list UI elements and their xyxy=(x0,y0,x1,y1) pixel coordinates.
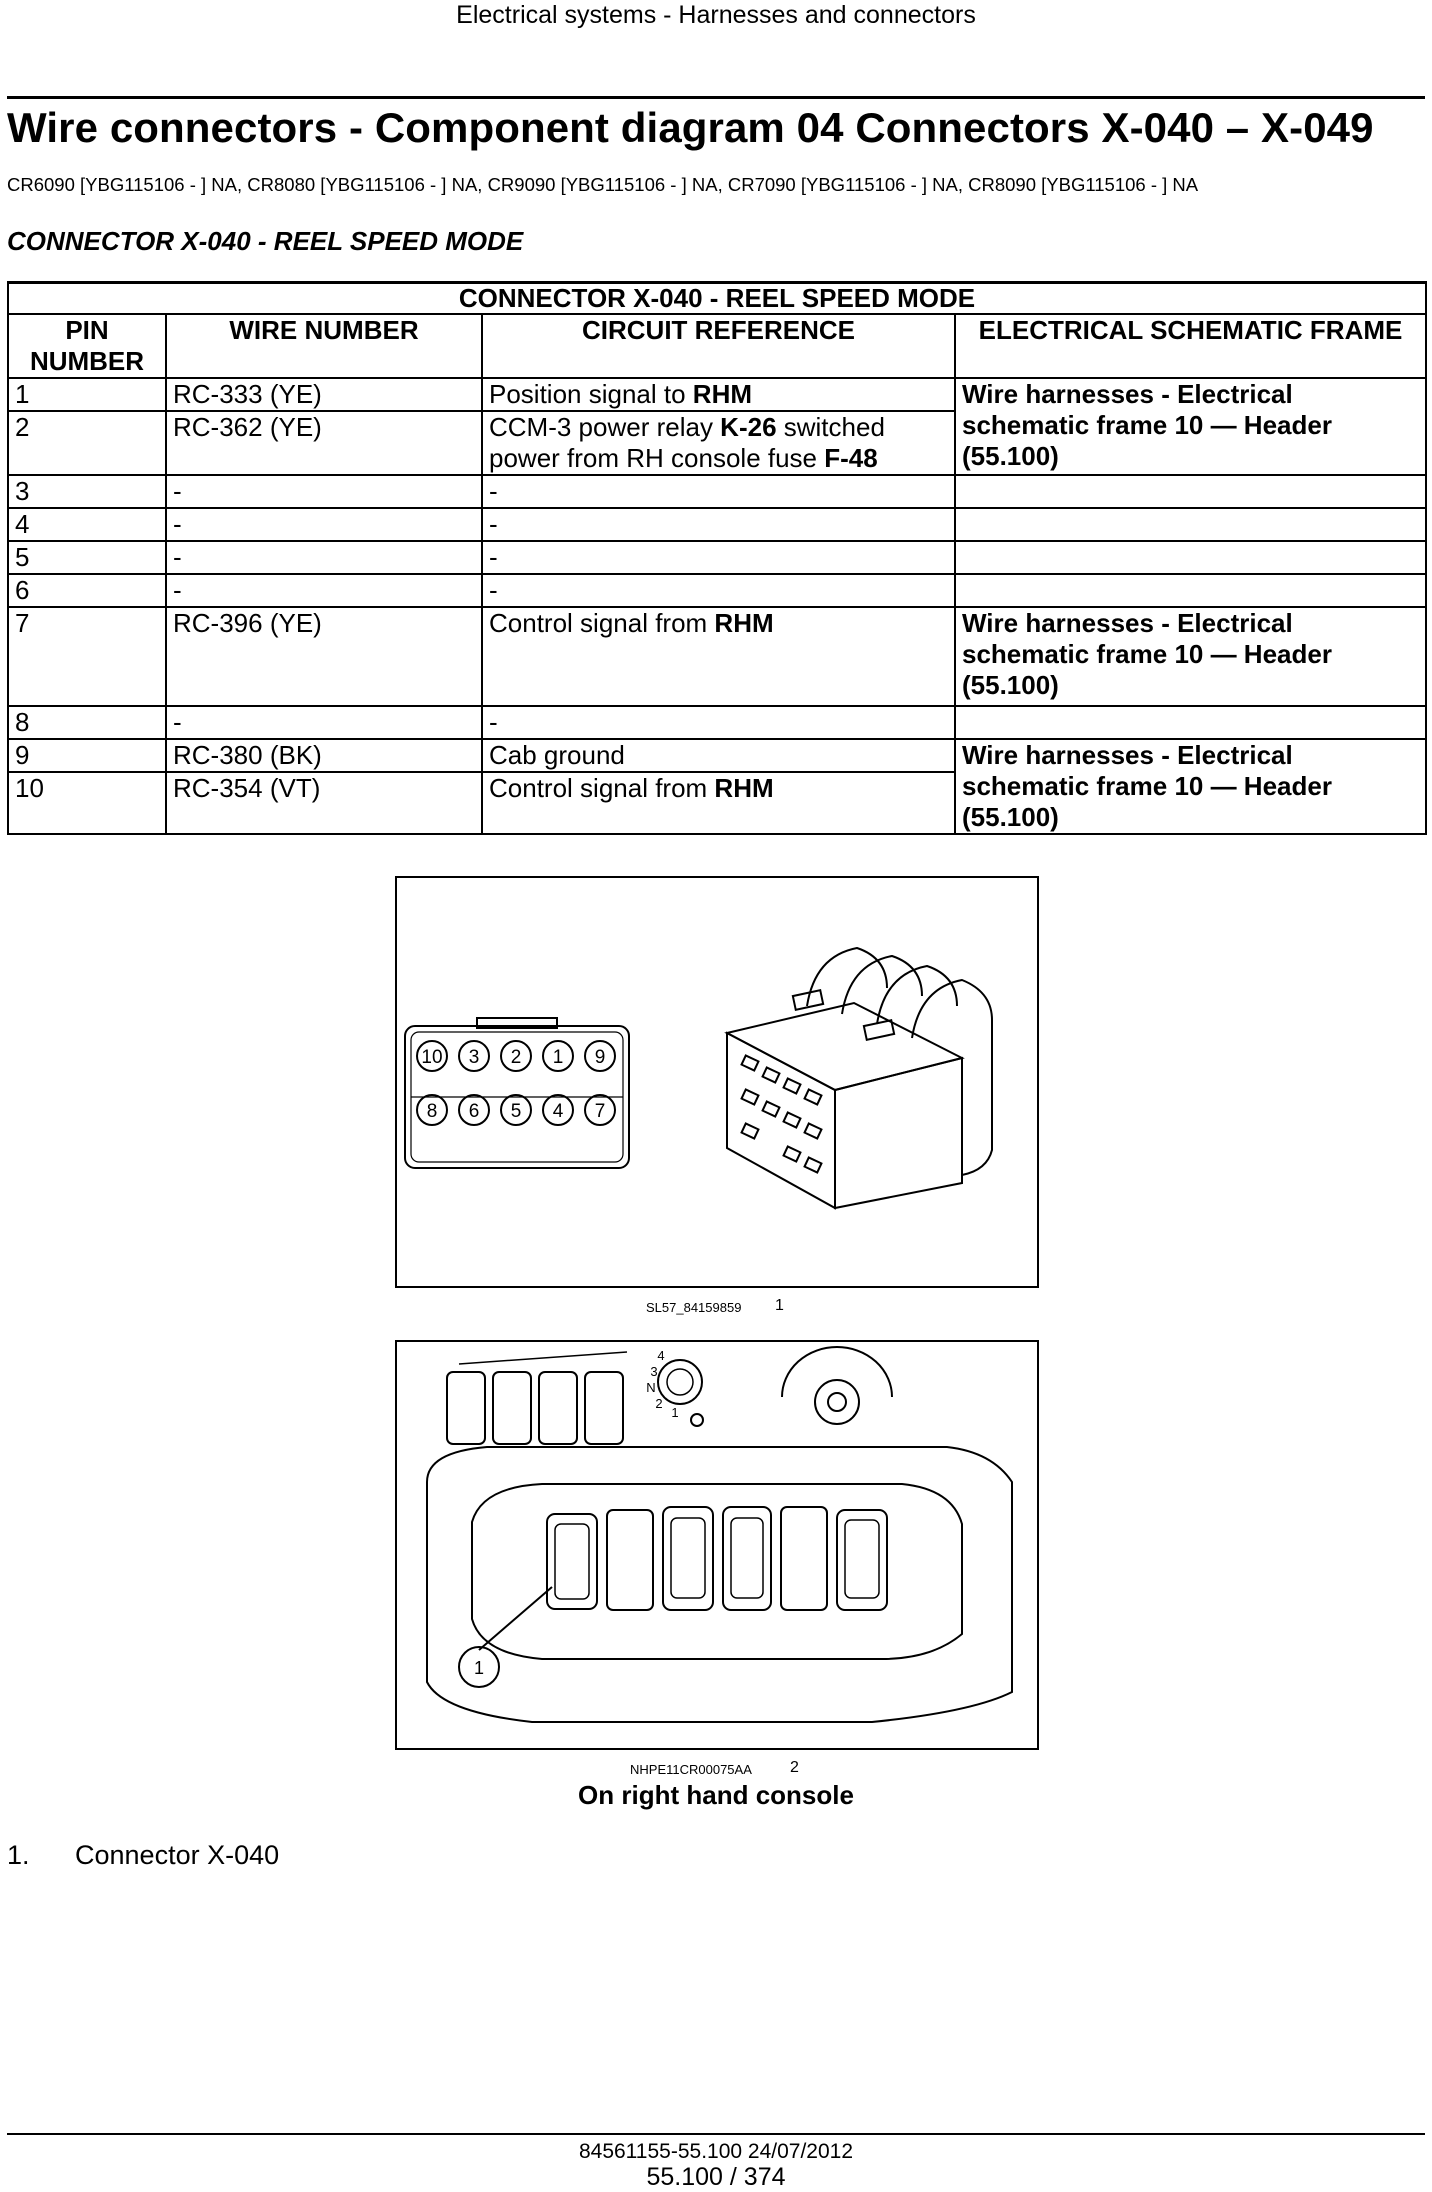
pin-label: 9 xyxy=(594,1047,606,1068)
col-header-wire: WIRE NUMBER xyxy=(166,314,482,378)
table-caption: CONNECTOR X-040 - REEL SPEED MODE xyxy=(8,283,1426,315)
table-row xyxy=(8,475,1426,508)
circuit-cell: - xyxy=(482,574,955,607)
pin-cell: 9 xyxy=(8,739,166,772)
wire-cell: - xyxy=(166,706,482,739)
col-header-circuit: CIRCUIT REFERENCE xyxy=(482,314,955,378)
dial-label: 3 xyxy=(650,1364,658,1379)
frame-cell: Wire harnesses - Electrical schematic frame 10 — Header (55.100) xyxy=(955,739,1426,834)
legend xyxy=(7,1840,279,1871)
page-number: 55.100 / 374 xyxy=(646,2163,786,2191)
legend-text: Connector X-040 xyxy=(75,1840,280,1870)
connector-table xyxy=(7,281,1427,835)
running-header: Electrical systems - Harnesses and connectors xyxy=(456,1,976,29)
table-row xyxy=(8,739,1426,772)
circuit-cell: Cab ground xyxy=(482,739,955,772)
pin-cell: 1 xyxy=(8,378,166,411)
footer-doc-reference: 84561155-55.100 24/07/2012 xyxy=(578,2140,854,2163)
connector-figure xyxy=(395,876,1039,1288)
circuit-cell: - xyxy=(482,706,955,739)
circuit-cell: Control signal from RHM xyxy=(482,772,955,834)
figure-1-reference: SL57_84159859 xyxy=(646,1300,742,1315)
dial-label: 4 xyxy=(657,1348,665,1363)
pin-label: 7 xyxy=(594,1101,606,1122)
frame-cell xyxy=(955,706,1426,739)
table-row xyxy=(8,508,1426,541)
table-row xyxy=(8,378,1426,411)
col-header-pin: PIN NUMBER xyxy=(8,314,166,378)
frame-cell xyxy=(955,508,1426,541)
wire-cell: - xyxy=(166,508,482,541)
table-row xyxy=(8,607,1426,706)
circuit-cell: Position signal to RHM xyxy=(482,378,955,411)
circuit-cell: - xyxy=(482,508,955,541)
wire-cell: RC-396 (YE) xyxy=(166,607,482,706)
figure-caption: On right hand console xyxy=(578,1780,854,1810)
console-drawing xyxy=(397,1342,1037,1748)
connector-drawing xyxy=(397,878,1037,1286)
figure-2-number: 2 xyxy=(790,1759,799,1776)
frame-cell: Wire harnesses - Electrical schematic frame 10 — Header (55.100) xyxy=(955,378,1426,475)
pin-label: 8 xyxy=(426,1101,438,1122)
pin-cell: 7 xyxy=(8,607,166,706)
pin-label: 6 xyxy=(468,1101,480,1122)
section-heading: CONNECTOR X-040 - REEL SPEED MODE xyxy=(7,226,524,256)
console-figure xyxy=(395,1340,1039,1750)
circuit-cell: CCM-3 power relay K-26 switched power from RH console fuse F-48 xyxy=(482,411,955,475)
dial-label: 2 xyxy=(655,1396,663,1411)
pin-label: 1 xyxy=(552,1047,564,1068)
pin-label: 10 xyxy=(421,1047,443,1068)
frame-cell xyxy=(955,574,1426,607)
frame-cell xyxy=(955,475,1426,508)
dial-label: N xyxy=(646,1380,656,1395)
table-row xyxy=(8,706,1426,739)
pin-label: 5 xyxy=(510,1101,522,1122)
frame-cell: Wire harnesses - Electrical schematic frame 10 — Header (55.100) xyxy=(955,607,1426,706)
callout-label: 1 xyxy=(473,1658,485,1678)
dial-label: 1 xyxy=(671,1405,679,1420)
page-title: Wire connectors - Component diagram 04 Connectors X-040 – X-049 xyxy=(7,104,1374,151)
circuit-cell: Control signal from RHM xyxy=(482,607,955,706)
table-row xyxy=(8,541,1426,574)
table-row xyxy=(8,574,1426,607)
pin-cell: 5 xyxy=(8,541,166,574)
pin-cell: 2 xyxy=(8,411,166,475)
model-applicability: CR6090 [YBG115106 - ] NA, CR8080 [YBG115106 - ] NA, CR9090 [YBG115106 - ] NA, CR7090 [YBG115106 - ] NA, CR8090 [YBG115106 - ] NA xyxy=(7,174,1199,195)
wire-cell: RC-333 (YE) xyxy=(166,378,482,411)
figure-1-number: 1 xyxy=(775,1297,784,1314)
wire-cell: RC-380 (BK) xyxy=(166,739,482,772)
header-rule xyxy=(7,96,1425,99)
pin-label: 4 xyxy=(552,1101,564,1122)
legend-number: 1. xyxy=(7,1840,30,1870)
col-header-frame: ELECTRICAL SCHEMATIC FRAME xyxy=(955,314,1426,378)
pin-cell: 3 xyxy=(8,475,166,508)
pin-cell: 8 xyxy=(8,706,166,739)
pin-cell: 10 xyxy=(8,772,166,834)
wire-cell: RC-362 (YE) xyxy=(166,411,482,475)
pin-cell: 4 xyxy=(8,508,166,541)
circuit-cell: - xyxy=(482,541,955,574)
frame-cell xyxy=(955,541,1426,574)
wire-cell: - xyxy=(166,475,482,508)
pin-label: 2 xyxy=(510,1047,522,1068)
figure-2-reference: NHPE11CR00075AA xyxy=(630,1762,752,1777)
circuit-cell: - xyxy=(482,475,955,508)
pin-label: 3 xyxy=(468,1047,480,1068)
footer-rule xyxy=(7,2133,1425,2135)
wire-cell: - xyxy=(166,541,482,574)
wire-cell: - xyxy=(166,574,482,607)
wire-cell: RC-354 (VT) xyxy=(166,772,482,834)
pin-cell: 6 xyxy=(8,574,166,607)
